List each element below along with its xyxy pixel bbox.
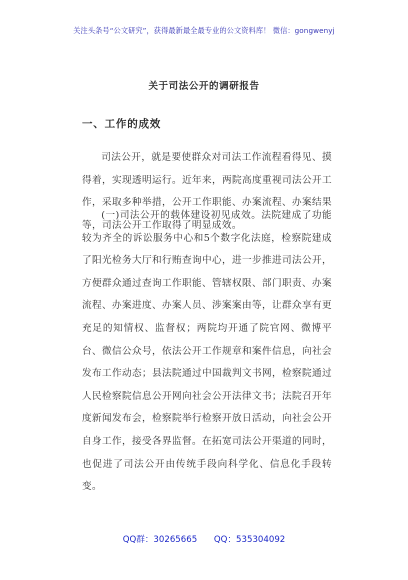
body-paragraph: (一)司法公开的载体建设初见成效。法院建成了功能较为齐全的诉讼服务中心和5个数字化法庭，检察院建成了阳光检务大厅和行贿查询中心，进一步推进司法公开，方便群众通过查询工作职能、管辖权限、部门职责、办案流程、办案进度、办案人员、涉案案由等，让群众享有更充足的知情权、监督权；两院均开通了院官网、微博平台、微信公众号，依法公开工作规章和案件信息，向社会发布工作动态；县法院通过中国裁判文书网，检察院通过人民检察院信息公开网向社会公开法律文书；法院召开年度新闻发布会，检察院举行检察开放日活动，向社会公开自身工作，接受各界监督。在拓宽司法公开渠道的同时，也促进了司法公开由传统手段向科学化、信息化手段转变。 <box>82 210 332 493</box>
document-title: 关于司法公开的调研报告 <box>148 81 260 92</box>
header-watermark: 关注头条号“公文研究”，获得最新最全最专业的公文资料库！ 微信：gongwenyj <box>73 26 335 35</box>
qq-number-text: QQ：535304092 <box>213 535 286 545</box>
footer-contact <box>0 533 408 545</box>
section-heading: 一、工作的成效 <box>82 118 162 130</box>
qq-group-text: QQ群：30265665 <box>122 535 198 545</box>
body-paragraph: 司法公开，就是要使群众对司法工作流程看得见、摸得着，实现透明运行。近年来，两院高度重视司法公开工作，采取多种举措，公开工作职能、办案流程、办案结果等，司法公开工作取得了明显成效。 <box>82 152 332 231</box>
